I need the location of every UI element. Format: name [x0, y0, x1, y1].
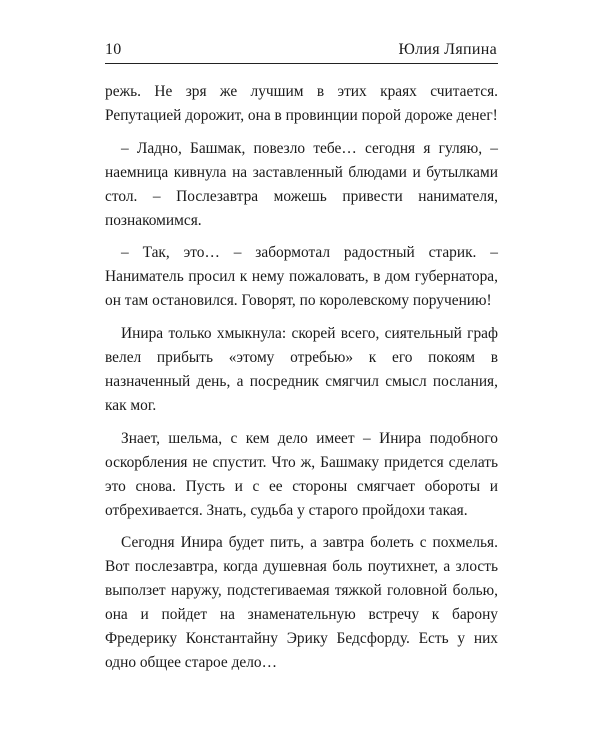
running-head-author: Юлия Ляпина	[398, 41, 497, 58]
paragraph: – Ладно, Башмак, повезло тебе… сегодня я гуляю, – наемница кивнула на заставленный блюдами и бутылками стол. – Послезавтра можешь привести нанимателя, познакомимся.	[105, 139, 498, 229]
paragraph: режь. Не зря же лучшим в этих краях считается. Репутацией дорожит, она в провинции порой дороже денег!	[105, 83, 498, 124]
paragraph: Знает, шельма, с кем дело имеет – Инира подобного оскорбления не спустит. Что ж, Башмаку придется сделать это снова. Пусть и с ее стороны смягчает обороты и отбрехивается. Знать, судьба у старого пройдохи такая.	[105, 429, 498, 519]
page-number: 10	[105, 41, 122, 58]
body-text	[105, 80, 498, 684]
paragraph: – Так, это… – забормотал радостный старик. – Наниматель просил к нему пожаловать, в дом губернатора, он там остановился. Говорят, по королевскому поручению!	[105, 244, 498, 310]
paragraph: Инира только хмыкнула: скорей всего, сиятельный граф велел прибыть «этому отребью» к его покоям в назначенный день, а посредник смягчил смысл послания, как мог.	[105, 325, 498, 414]
paragraph: Сегодня Инира будет пить, а завтра болеть с похмелья. Вот послезавтра, когда душевная боль поутихнет, а злость выползет наружу, подстегиваемая тяжкой головной болью, она и пойдет на знаменательную встречу к барону Фредерику Константайну Эрику Бедсфорду. Есть у них одно общее старое дело…	[105, 534, 498, 671]
page-header	[105, 40, 498, 64]
